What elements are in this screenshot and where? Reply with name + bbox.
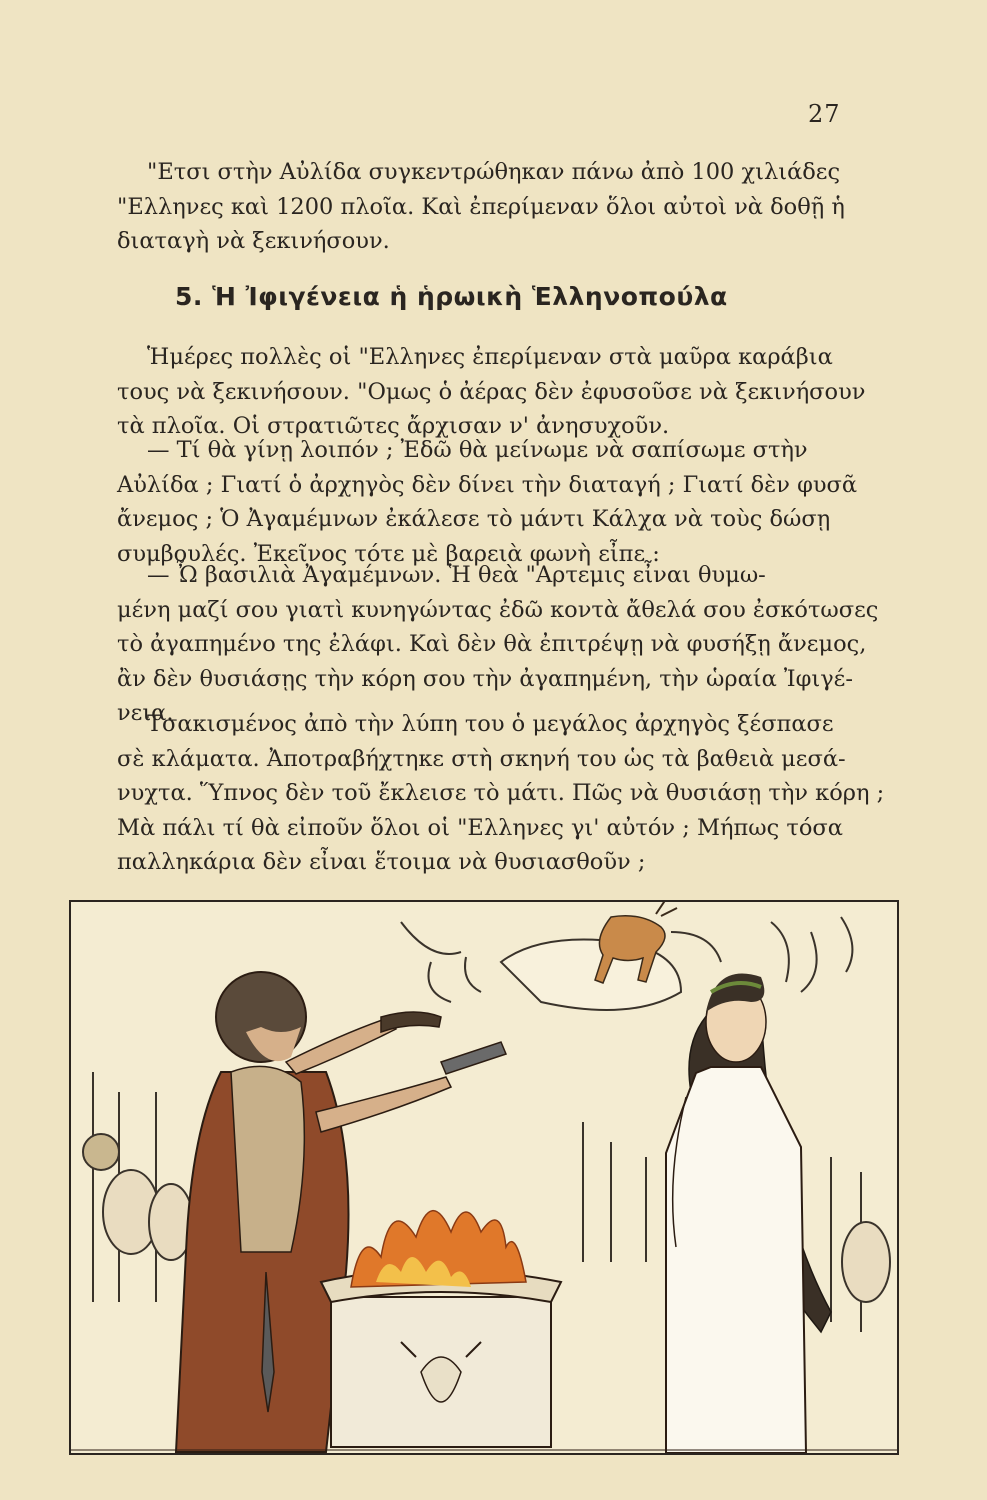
paragraph-2 [117,433,877,571]
text-line: παλληκάρια δὲν εἶναι ἕτοιμα νὰ θυσιασθοῦν ; [117,849,646,875]
text-line: νεια. [117,700,174,726]
text-line: Τσακισμένος ἀπὸ τὴν λύπη του ὁ μεγάλος ἀρχηγὸς ξέσπασε [147,711,834,737]
sacrifice-illustration [69,900,899,1455]
page-number: 27 [808,100,841,128]
text-line: — Τί θὰ γίνῃ λοιπόν ; Ἐδῶ θὰ μείνωμε νὰ σαπίσωμε στὴν [147,437,808,463]
iphigenia-figure [666,974,831,1453]
text-line: ἄνεμος ; Ὁ Ἀγαμέμνων ἐκάλεσε τὸ μάντι Κάλχα νὰ τοὺς δώσῃ [117,506,831,532]
text-line: Αὐλίδα ; Γιατί ὁ ἀρχηγὸς δὲν δίνει τὴν διαταγή ; Γιατί δὲν φυσᾶ [117,471,858,498]
text-line: τὸ ἀγαπημένο της ἐλάφι. Καὶ δὲν θὰ ἐπιτρέψῃ νὰ φυσήξῃ ἄνεμος, [117,631,867,657]
text-line: τὰ πλοῖα. Οἱ στρατιῶτες ἄρχισαν ν' ἀνησυχοῦν. [117,413,670,439]
text-line: τους νὰ ξεκινήσουν. "Ομως ὁ ἀέρας δὲν ἐφυσοῦσε νὰ ξεκινήσουν [117,378,866,405]
text-line: "Ελληνες καὶ 1200 πλοῖα. Καὶ ἐπερίμεναν ὅλοι αὐτοὶ νὰ δοθῇ ἡ [117,193,845,220]
text-line: διαταγὴ νὰ ξεκινήσουν. [117,228,390,254]
text-line: Ἡμέρες πολλὲς οἱ "Ελληνες ἐπερίμεναν στὰ μαῦρα καράβια [147,344,833,370]
text-line: — Ὦ βασιλιὰ Ἀγαμέμνων. Ἡ θεὰ "Αρτεμις εἶναι θυμω- [147,562,766,588]
text-line: μένη μαζί σου γιατὶ κυνηγώντας ἐδῶ κοντὰ ἄθελά σου ἐσκότωσες [117,596,879,623]
intro-paragraph [117,155,877,259]
text-line: ἂν δὲν θυσιάσῃς τὴν κόρη σου τὴν ἀγαπημένη, τὴν ὡραία Ἰφιγέ- [117,665,853,692]
paragraph-4 [117,707,885,880]
text-line: συμβουλές. Ἐκεῖνος τότε μὲ βαρειὰ φωνὴ εἶπε : [117,540,660,567]
text-line: σὲ κλάματα. Ἀποτραβήχτηκε στὴ σκηνή του ὡς τὰ βαθειὰ μεσά- [117,745,846,772]
section-heading: 5. Ἡ Ἰφιγένεια ἡ ἡρωικὴ Ἑλληνοπούλα [175,282,728,311]
paragraph-3 [117,558,877,731]
text-line: "Ετσι στὴν Αὐλίδα συγκεντρώθηκαν πάνω ἀπὸ 100 χιλιάδες [147,159,841,185]
text-line: Μὰ πάλι τί θὰ εἰποῦν ὅλοι οἱ "Ελληνες γι' αὐτόν ; Μήπως τόσα [117,814,843,841]
sacrificial-fire [351,1211,526,1287]
paragraph-1 [117,340,877,444]
text-line: νυχτα. Ὕπνος δὲν τοῦ ἔκλεισε τὸ μάτι. Πῶς νὰ θυσιάσῃ τὴν κόρη ; [117,780,885,806]
